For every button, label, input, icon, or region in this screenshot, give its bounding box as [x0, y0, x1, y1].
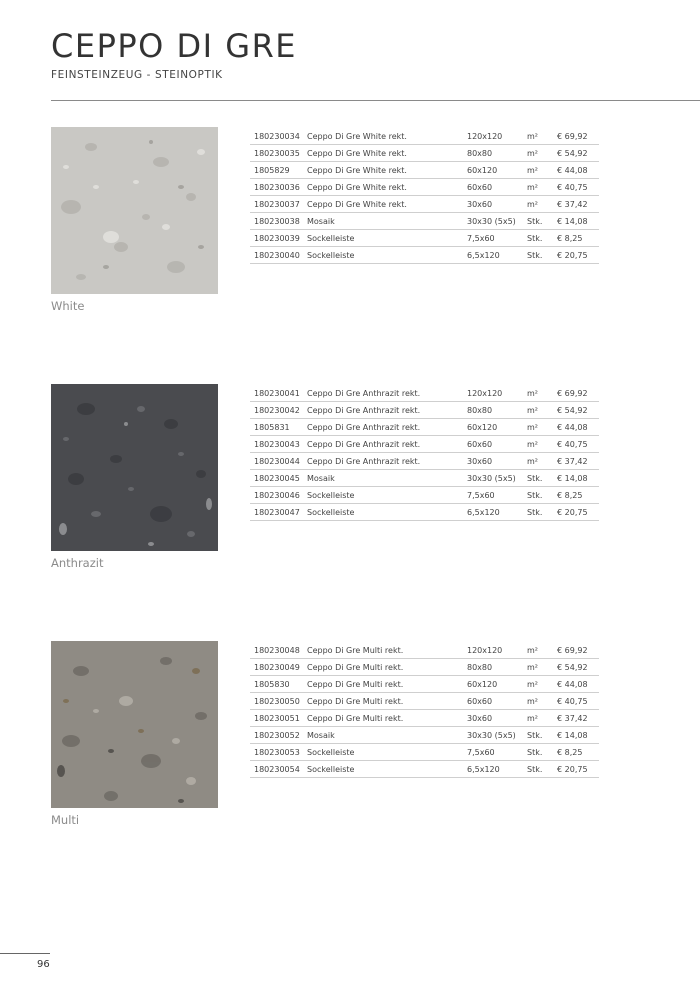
article-number: 180230048 [250, 642, 307, 659]
tile-size: 7,5x60 [467, 744, 527, 761]
page-number: 96 [37, 959, 50, 970]
product-description: Ceppo Di Gre Multi rekt. [307, 693, 467, 710]
unit: m² [527, 385, 557, 402]
table-row [250, 470, 599, 487]
tile-size: 60x120 [467, 676, 527, 693]
price: € 69,92 [557, 385, 599, 402]
product-description: Ceppo Di Gre Anthrazit rekt. [307, 419, 467, 436]
table-row [250, 710, 599, 727]
unit: m² [527, 453, 557, 470]
tile-size: 80x80 [467, 145, 527, 162]
product-description: Sockelleiste [307, 744, 467, 761]
unit: m² [527, 128, 557, 145]
table-row [250, 230, 599, 247]
article-number: 180230038 [250, 213, 307, 230]
price: € 54,92 [557, 659, 599, 676]
article-number: 180230046 [250, 487, 307, 504]
unit: Stk. [527, 504, 557, 521]
price: € 14,08 [557, 727, 599, 744]
product-description: Ceppo Di Gre White rekt. [307, 128, 467, 145]
article-number: 180230050 [250, 693, 307, 710]
unit: m² [527, 179, 557, 196]
article-number: 180230051 [250, 710, 307, 727]
article-number: 180230036 [250, 179, 307, 196]
tile-size: 60x120 [467, 419, 527, 436]
page-title: CEPPO DI GRE [51, 27, 298, 65]
table-row [250, 402, 599, 419]
product-description: Ceppo Di Gre Multi rekt. [307, 710, 467, 727]
product-section-multi [0, 641, 700, 891]
unit: m² [527, 402, 557, 419]
unit: m² [527, 162, 557, 179]
product-description: Sockelleiste [307, 230, 467, 247]
tile-size: 60x120 [467, 162, 527, 179]
tile-size: 6,5x120 [467, 247, 527, 264]
tile-swatch-image [51, 384, 218, 551]
product-description: Ceppo Di Gre Anthrazit rekt. [307, 385, 467, 402]
price: € 44,08 [557, 676, 599, 693]
article-number: 180230041 [250, 385, 307, 402]
table-row [250, 504, 599, 521]
article-number: 180230053 [250, 744, 307, 761]
price: € 14,08 [557, 470, 599, 487]
product-description: Ceppo Di Gre White rekt. [307, 162, 467, 179]
unit: m² [527, 676, 557, 693]
unit: m² [527, 419, 557, 436]
price-table [250, 642, 599, 778]
header-divider [51, 100, 700, 101]
product-description: Ceppo Di Gre Anthrazit rekt. [307, 436, 467, 453]
article-number: 180230054 [250, 761, 307, 778]
unit: Stk. [527, 230, 557, 247]
price: € 37,42 [557, 453, 599, 470]
unit: m² [527, 196, 557, 213]
price: € 37,42 [557, 710, 599, 727]
price: € 69,92 [557, 128, 599, 145]
price: € 44,08 [557, 419, 599, 436]
product-description: Sockelleiste [307, 761, 467, 778]
article-number: 180230035 [250, 145, 307, 162]
tile-size: 120x120 [467, 128, 527, 145]
footer-divider [0, 953, 50, 954]
variant-label: White [51, 299, 85, 313]
article-number: 180230047 [250, 504, 307, 521]
tile-size: 60x60 [467, 436, 527, 453]
table-row [250, 196, 599, 213]
tile-size: 30x60 [467, 710, 527, 727]
product-description: Ceppo Di Gre White rekt. [307, 145, 467, 162]
unit: Stk. [527, 487, 557, 504]
table-row [250, 727, 599, 744]
product-description: Mosaik [307, 213, 467, 230]
product-description: Mosaik [307, 470, 467, 487]
price-table [250, 385, 599, 521]
product-description: Ceppo Di Gre Multi rekt. [307, 642, 467, 659]
article-number: 180230042 [250, 402, 307, 419]
variant-label: Multi [51, 813, 80, 827]
tile-swatch-image [51, 127, 218, 294]
table-row [250, 487, 599, 504]
price: € 40,75 [557, 179, 599, 196]
price: € 37,42 [557, 196, 599, 213]
product-description: Ceppo Di Gre Multi rekt. [307, 676, 467, 693]
article-number: 180230052 [250, 727, 307, 744]
price: € 20,75 [557, 504, 599, 521]
table-row [250, 642, 599, 659]
table-row [250, 145, 599, 162]
price: € 8,25 [557, 487, 599, 504]
product-description: Ceppo Di Gre White rekt. [307, 179, 467, 196]
table-row [250, 213, 599, 230]
price: € 40,75 [557, 436, 599, 453]
tile-size: 120x120 [467, 385, 527, 402]
table-row [250, 419, 599, 436]
product-description: Ceppo Di Gre Anthrazit rekt. [307, 402, 467, 419]
article-number: 180230045 [250, 470, 307, 487]
unit: Stk. [527, 470, 557, 487]
tile-size: 30x60 [467, 453, 527, 470]
unit: m² [527, 693, 557, 710]
table-row [250, 676, 599, 693]
unit: Stk. [527, 744, 557, 761]
price: € 20,75 [557, 761, 599, 778]
table-row [250, 162, 599, 179]
price: € 8,25 [557, 230, 599, 247]
table-row [250, 744, 599, 761]
tile-size: 30x30 (5x5) [467, 727, 527, 744]
tile-swatch-image [51, 641, 218, 808]
unit: m² [527, 642, 557, 659]
product-description: Mosaik [307, 727, 467, 744]
unit: Stk. [527, 213, 557, 230]
table-row [250, 436, 599, 453]
table-row [250, 179, 599, 196]
product-section-anthrazit [0, 384, 700, 634]
tile-size: 7,5x60 [467, 487, 527, 504]
table-row [250, 693, 599, 710]
article-number: 1805830 [250, 676, 307, 693]
article-number: 180230037 [250, 196, 307, 213]
tile-size: 60x60 [467, 179, 527, 196]
unit: m² [527, 659, 557, 676]
article-number: 180230044 [250, 453, 307, 470]
unit: m² [527, 145, 557, 162]
tile-size: 80x80 [467, 659, 527, 676]
article-number: 180230034 [250, 128, 307, 145]
table-row [250, 761, 599, 778]
unit: Stk. [527, 727, 557, 744]
price: € 8,25 [557, 744, 599, 761]
table-row [250, 453, 599, 470]
tile-size: 30x60 [467, 196, 527, 213]
page-subtitle: FEINSTEINZEUG - STEINOPTIK [51, 69, 223, 81]
price: € 69,92 [557, 642, 599, 659]
table-row [250, 659, 599, 676]
article-number: 1805831 [250, 419, 307, 436]
price: € 44,08 [557, 162, 599, 179]
article-number: 1805829 [250, 162, 307, 179]
table-row [250, 247, 599, 264]
unit: Stk. [527, 247, 557, 264]
product-description: Ceppo Di Gre White rekt. [307, 196, 467, 213]
tile-size: 60x60 [467, 693, 527, 710]
tile-size: 7,5x60 [467, 230, 527, 247]
price: € 54,92 [557, 145, 599, 162]
article-number: 180230049 [250, 659, 307, 676]
price: € 40,75 [557, 693, 599, 710]
product-description: Ceppo Di Gre Multi rekt. [307, 659, 467, 676]
unit: m² [527, 710, 557, 727]
article-number: 180230039 [250, 230, 307, 247]
price: € 20,75 [557, 247, 599, 264]
tile-size: 80x80 [467, 402, 527, 419]
tile-size: 30x30 (5x5) [467, 213, 527, 230]
tile-size: 6,5x120 [467, 504, 527, 521]
tile-size: 30x30 (5x5) [467, 470, 527, 487]
unit: m² [527, 436, 557, 453]
product-description: Ceppo Di Gre Anthrazit rekt. [307, 453, 467, 470]
unit: Stk. [527, 761, 557, 778]
product-description: Sockelleiste [307, 247, 467, 264]
article-number: 180230043 [250, 436, 307, 453]
table-row [250, 385, 599, 402]
tile-size: 120x120 [467, 642, 527, 659]
tile-size: 6,5x120 [467, 761, 527, 778]
variant-label: Anthrazit [51, 556, 104, 570]
table-row [250, 128, 599, 145]
article-number: 180230040 [250, 247, 307, 264]
price: € 54,92 [557, 402, 599, 419]
product-section-white [0, 127, 700, 377]
product-description: Sockelleiste [307, 504, 467, 521]
price: € 14,08 [557, 213, 599, 230]
product-description: Sockelleiste [307, 487, 467, 504]
price-table [250, 128, 599, 264]
